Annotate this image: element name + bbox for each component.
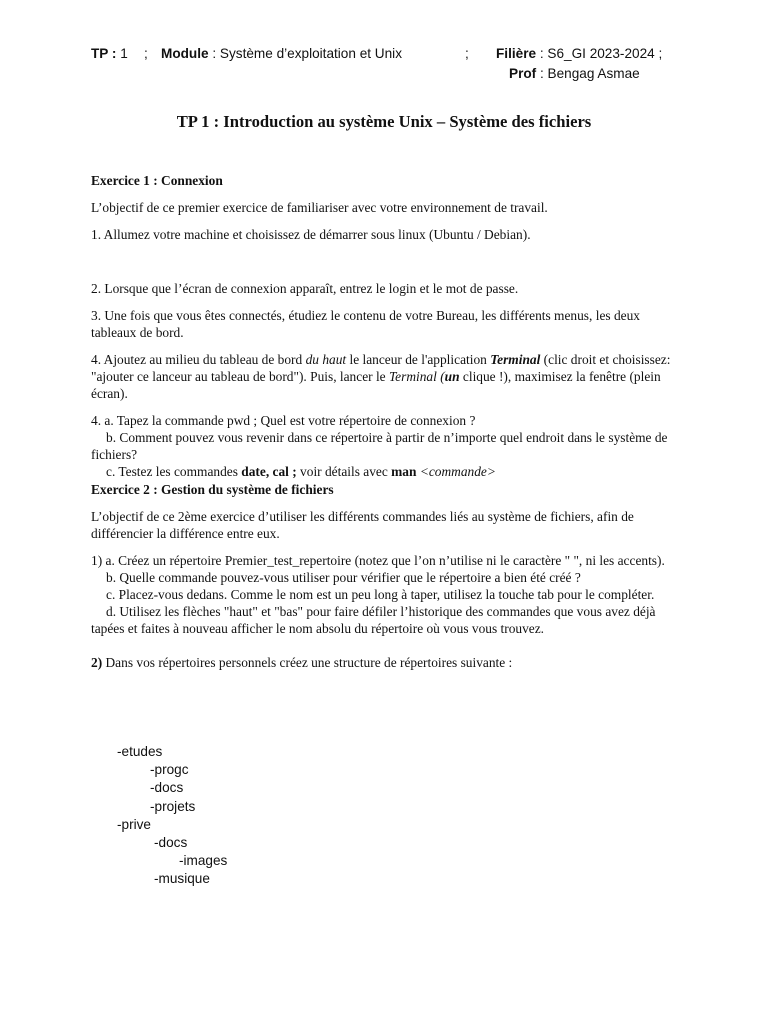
document-title: TP 1 : Introduction au système Unix – Système des fichiers [176, 112, 592, 131]
emphasis-terminal: Terminal [490, 352, 541, 367]
prof-value: : Bengag Asmae [536, 66, 640, 81]
filiere-field [496, 44, 662, 64]
step-2: 2. Lorsque que l’écran de connexion apparaît, entrez le login et le mot de passe. [91, 281, 519, 296]
tree-item-musique: -musique [154, 871, 210, 887]
module-label: Module [161, 46, 209, 61]
tree-item-docs-prive: -docs [154, 835, 188, 851]
prof-label: Prof [509, 66, 537, 81]
text: voir détails avec [296, 464, 392, 479]
filiere-label: Filière [496, 46, 537, 61]
page-header [91, 44, 708, 84]
step-3: 3. Une fois que vous êtes connectés, étudiez le contenu de votre Bureau, les différents menus, les deux tableaux de bord. [91, 308, 640, 340]
command-placeholder: <commande> [416, 464, 496, 479]
question-2 [91, 654, 679, 671]
step-5a: 4. a. Tapez la commande pwd ; Quel est votre répertoire de connexion ? [91, 413, 476, 428]
prof-field [509, 64, 640, 84]
separator: ; [144, 46, 148, 61]
text: (clic droit et choisissez: "ajouter ce lanceur au tableau de bord"). Puis, lancer le [91, 352, 671, 384]
tp-field [91, 44, 128, 64]
tree-item-prive: -prive [117, 816, 151, 832]
text: 4. Ajoutez au milieu du tableau de bord [91, 352, 306, 367]
tree-item-etudes: -etudes [117, 744, 163, 759]
step-1: 1. Allumez votre machine et choisissez de démarrer sous linux (Ubuntu / Debian). [91, 227, 531, 242]
exercise-1-heading: Exercice 1 : Connexion [91, 173, 223, 188]
question-1c: c. Placez-vous dedans. Comme le nom est un peu long à taper, utilisez la touche tab pour le compléter. [106, 587, 655, 602]
exercise-2-intro: L’objectif de ce 2ème exercice d’utiliser les différents commandes liés au système de fichiers, afin de différencier la différence entre eux. [91, 509, 634, 541]
separator: ; [465, 46, 469, 61]
text: le lanceur de l'application [346, 352, 491, 367]
text: Dans vos répertoires personnels créez une structure de répertoires suivante : [102, 655, 513, 670]
tree-item-docs: -docs [150, 780, 184, 796]
exercise-1-intro: L’objectif de ce premier exercice de familiariser avec votre environnement de travail. [91, 200, 548, 215]
module-field [161, 44, 402, 64]
emphasis: du haut [305, 352, 347, 367]
command-names: date, cal ; [241, 464, 297, 479]
step-5b: b. Comment pouvez vous revenir dans ce répertoire à partir de n’importe quel endroit dans le système de fichiers? [91, 430, 668, 462]
directory-tree [117, 743, 227, 889]
question-1a: 1) a. Créez un répertoire Premier_test_repertoire (notez que l’on n’utilise ni le caractère " ", ni les accents). [91, 553, 665, 568]
text: clique !), maximisez la fenêtre (plein écran). [91, 369, 661, 401]
question-1d: d. Utilisez les flèches "haut" et "bas" pour faire défiler l’historique des commandes que vous avez déjà tapées et faites à nouveau afficher le nom absolu du répertoire où vous vous trouvez. [91, 604, 656, 636]
emphasis-un: un [444, 369, 460, 384]
document-body [91, 172, 679, 671]
step-5c [91, 463, 679, 480]
emphasis: Terminal ( [388, 369, 445, 384]
tree-item-images: -images [179, 853, 228, 869]
command-man: man [391, 464, 417, 479]
step-4 [91, 351, 679, 402]
header-line-2 [91, 64, 708, 84]
question-number: 2) [91, 655, 103, 670]
tree-item-projets: -projets [150, 798, 196, 814]
filiere-value: : S6_GI 2023-2024 ; [536, 46, 663, 61]
question-1b: b. Quelle commande pouvez-vous utiliser pour vérifier que le répertoire a bien été créé ? [106, 570, 581, 585]
module-value: : Système d’exploitation et Unix [208, 46, 403, 61]
header-line-1 [91, 44, 708, 64]
tp-label: TP : [91, 46, 117, 61]
exercise-2-heading: Exercice 2 : Gestion du système de fichiers [91, 482, 334, 497]
tree-item-progc: -progc [150, 762, 189, 778]
text: c. Testez les commandes [106, 464, 242, 479]
tp-value: 1 [116, 46, 128, 61]
